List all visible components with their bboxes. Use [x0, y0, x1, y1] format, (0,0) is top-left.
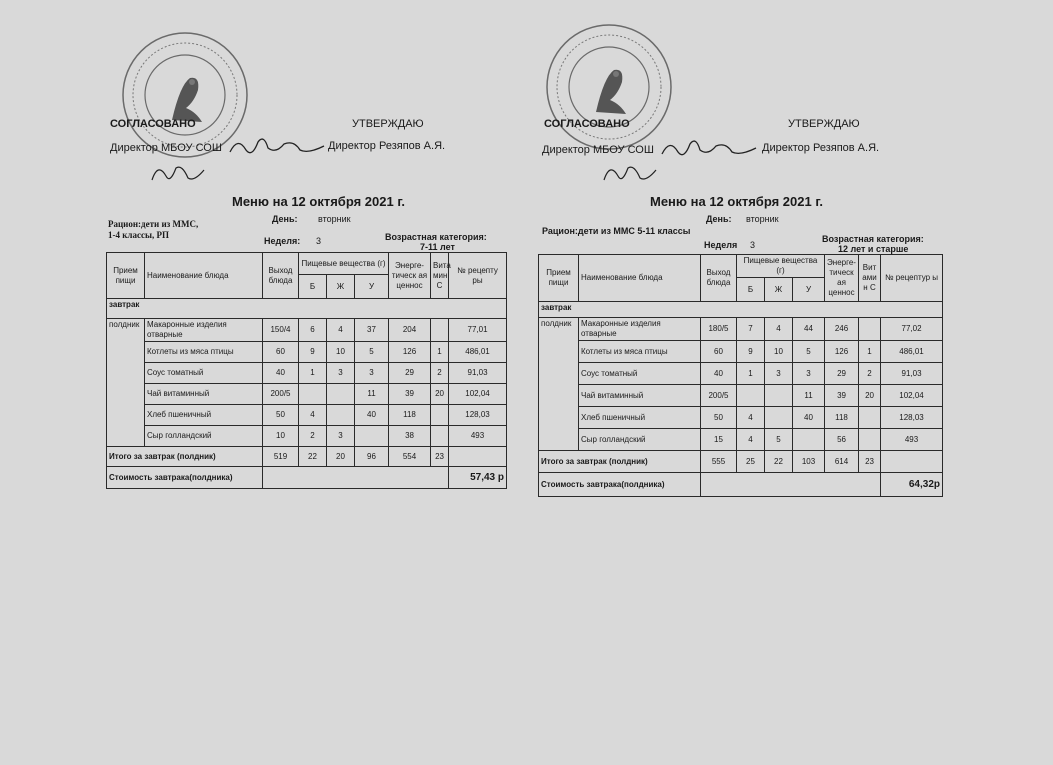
- cost-label: Стоимость завтрака(полдника): [107, 467, 263, 489]
- age-category-value: 7-11 лет: [420, 242, 455, 252]
- dish-output: 150/4: [263, 319, 299, 342]
- ration-line-1: Рацион:дети из МMC,: [108, 219, 199, 229]
- approved-label: СОГЛАСОВАНО: [544, 118, 630, 130]
- dish-recipe: 128,03: [881, 407, 943, 429]
- signature: [228, 132, 328, 160]
- dish-name: Соус томатный: [145, 363, 263, 384]
- dish-output: 50: [263, 405, 299, 426]
- table-row: [539, 385, 943, 407]
- total-u: 103: [793, 451, 825, 473]
- col-vitamin-header: Вита мин С: [431, 253, 449, 299]
- dish-output: 10: [263, 426, 299, 447]
- total-row: [539, 451, 943, 473]
- col-meal-header: Прием пищи: [539, 255, 579, 302]
- dish-output: 180/5: [701, 318, 737, 341]
- dish-output: 50: [701, 407, 737, 429]
- dish-name: Макаронные изделия отварные: [579, 318, 701, 341]
- director-left-label: Директор МБОУ СОШ: [542, 144, 654, 156]
- dish-energy: 38: [389, 426, 431, 447]
- total-b: 25: [737, 451, 765, 473]
- table-row: [107, 363, 507, 384]
- table-row: [539, 363, 943, 385]
- col-u-header: У: [355, 275, 389, 299]
- dish-u: 40: [793, 407, 825, 429]
- total-label: Итого за завтрак (полдник): [539, 451, 701, 473]
- dish-energy: 39: [389, 384, 431, 405]
- menu-page-right: [526, 0, 1053, 765]
- dish-recipe: 102,04: [449, 384, 507, 405]
- meal-name: завтрак: [539, 302, 943, 318]
- table-row: [107, 384, 507, 405]
- dish-u: 5: [355, 342, 389, 363]
- col-b-header: Б: [299, 275, 327, 299]
- dish-zh: 10: [327, 342, 355, 363]
- dish-recipe: 91,03: [449, 363, 507, 384]
- total-vitamin: 23: [859, 451, 881, 473]
- dish-output: 15: [701, 429, 737, 451]
- age-category-label: Возрастная категория:: [385, 232, 487, 242]
- cost-value: 64,32р: [881, 473, 943, 497]
- col-nutrients-header: Пищевые вещества (г): [299, 253, 389, 275]
- col-dish-header: Наименование блюда: [579, 255, 701, 302]
- dish-recipe: 493: [881, 429, 943, 451]
- dish-vitamin: [859, 429, 881, 451]
- dish-energy: 118: [389, 405, 431, 426]
- dish-b: 7: [737, 318, 765, 341]
- total-energy: 554: [389, 447, 431, 467]
- director-right-label: Директор Резяпов А.Я.: [762, 142, 880, 154]
- col-zh-header: Ж: [765, 278, 793, 302]
- cost-row: [539, 473, 943, 497]
- meal-sub: полдник: [539, 318, 579, 451]
- signature: [660, 134, 760, 162]
- dish-b: 1: [299, 363, 327, 384]
- table-row: [539, 429, 943, 451]
- dish-b: [737, 385, 765, 407]
- dish-zh: 4: [327, 319, 355, 342]
- age-category-label: Возрастная категория:: [822, 234, 924, 244]
- dish-zh: 10: [765, 341, 793, 363]
- school-seal: [544, 22, 674, 152]
- dish-b: 2: [299, 426, 327, 447]
- col-vitamin-header: Вит ами н С: [859, 255, 881, 302]
- col-output-header: Выход блюда: [263, 253, 299, 299]
- dish-output: 60: [701, 341, 737, 363]
- dish-output: 40: [701, 363, 737, 385]
- table-row: [539, 341, 943, 363]
- dish-zh: [327, 384, 355, 405]
- col-energy-header: Энерге-тическ ая ценнос: [825, 255, 859, 302]
- dish-vitamin: 1: [859, 341, 881, 363]
- menu-title: Меню на 12 октября 2021 г.: [650, 194, 824, 209]
- col-nutrients-header: Пищевые вещества (г): [737, 255, 825, 278]
- dish-energy: 126: [389, 342, 431, 363]
- dish-zh: 3: [327, 363, 355, 384]
- dish-zh: [765, 385, 793, 407]
- dish-energy: 39: [825, 385, 859, 407]
- menu-title: Меню на 12 октября 2021 г.: [232, 194, 406, 209]
- dish-u: [355, 426, 389, 447]
- director-right-label: Директор Резяпов А.Я.: [328, 140, 446, 152]
- total-energy: 614: [825, 451, 859, 473]
- dish-recipe: 486,01: [881, 341, 943, 363]
- col-b-header: Б: [737, 278, 765, 302]
- dish-recipe: 77,01: [449, 319, 507, 342]
- dish-name: Сыр голландский: [145, 426, 263, 447]
- dish-b: 4: [299, 405, 327, 426]
- approved-label: СОГЛАСОВАНО: [110, 118, 196, 130]
- dish-name: Котлеты из мяса птицы: [145, 342, 263, 363]
- dish-energy: 126: [825, 341, 859, 363]
- dish-output: 200/5: [701, 385, 737, 407]
- dish-name: Чай витаминный: [579, 385, 701, 407]
- dish-vitamin: 20: [859, 385, 881, 407]
- dish-b: 1: [737, 363, 765, 385]
- dish-zh: 3: [765, 363, 793, 385]
- total-output: 519: [263, 447, 299, 467]
- approve-label: УТВЕРЖДАЮ: [352, 118, 424, 130]
- dish-recipe: 493: [449, 426, 507, 447]
- dish-vitamin: [859, 407, 881, 429]
- dish-name: Чай витаминный: [145, 384, 263, 405]
- total-vitamin: 23: [431, 447, 449, 467]
- dish-u: 37: [355, 319, 389, 342]
- dish-u: 11: [793, 385, 825, 407]
- ration-line-2: 1-4 классы, РП: [108, 230, 169, 240]
- dish-vitamin: [431, 319, 449, 342]
- dish-recipe: 128,03: [449, 405, 507, 426]
- dish-vitamin: 2: [859, 363, 881, 385]
- menu-table: [538, 254, 943, 497]
- table-row: [107, 319, 507, 342]
- dish-u: 44: [793, 318, 825, 341]
- table-row: [539, 318, 943, 341]
- dish-zh: 5: [765, 429, 793, 451]
- menu-page-left: [0, 0, 526, 765]
- col-recipe-header: № рецептур ы: [881, 255, 943, 302]
- dish-energy: 29: [825, 363, 859, 385]
- dish-energy: 204: [389, 319, 431, 342]
- dish-zh: 4: [765, 318, 793, 341]
- dish-recipe: 91,03: [881, 363, 943, 385]
- meal-sub: полдник: [107, 319, 145, 447]
- week-value: 3: [316, 236, 322, 246]
- dish-recipe: 486,01: [449, 342, 507, 363]
- dish-u: 11: [355, 384, 389, 405]
- table-row: [107, 426, 507, 447]
- dish-output: 200/5: [263, 384, 299, 405]
- week-value: 3: [750, 240, 756, 250]
- total-zh: 22: [765, 451, 793, 473]
- dish-b: 9: [737, 341, 765, 363]
- dish-recipe: 77,02: [881, 318, 943, 341]
- col-zh-header: Ж: [327, 275, 355, 299]
- dish-u: 3: [793, 363, 825, 385]
- dish-b: 9: [299, 342, 327, 363]
- total-b: 22: [299, 447, 327, 467]
- total-output: 555: [701, 451, 737, 473]
- meal-name: завтрак: [107, 299, 507, 319]
- day-value: вторник: [318, 214, 351, 224]
- dish-vitamin: 1: [431, 342, 449, 363]
- dish-b: [299, 384, 327, 405]
- dish-name: Сыр голландский: [579, 429, 701, 451]
- col-meal-header: Прием пищи: [107, 253, 145, 299]
- week-label: Неделя:: [264, 236, 301, 246]
- dish-u: 5: [793, 341, 825, 363]
- total-label: Итого за завтрак (полдник): [107, 447, 263, 467]
- dish-vitamin: [859, 318, 881, 341]
- dish-vitamin: [431, 426, 449, 447]
- menu-table: [106, 252, 507, 489]
- dish-name: Хлеб пшеничный: [579, 407, 701, 429]
- director-left-label: Директор МБОУ СОШ: [110, 142, 222, 154]
- day-label: День:: [706, 214, 732, 224]
- dish-b: 4: [737, 407, 765, 429]
- table-row: [539, 407, 943, 429]
- dish-name: Хлеб пшеничный: [145, 405, 263, 426]
- dish-energy: 246: [825, 318, 859, 341]
- dish-energy: 56: [825, 429, 859, 451]
- cost-label: Стоимость завтрака(полдника): [539, 473, 701, 497]
- dish-b: 4: [737, 429, 765, 451]
- ration-line-1: Рацион:дети из МMC 5-11 классы: [542, 226, 691, 236]
- table-row: [107, 342, 507, 363]
- col-energy-header: Энерге-тическ ая ценнос: [389, 253, 431, 299]
- col-output-header: Выход блюда: [701, 255, 737, 302]
- col-u-header: У: [793, 278, 825, 302]
- dish-u: [793, 429, 825, 451]
- dish-name: Макаронные изделия отварные: [145, 319, 263, 342]
- cost-value: 57,43 р: [449, 467, 507, 489]
- dish-u: 40: [355, 405, 389, 426]
- col-dish-header: Наименование блюда: [145, 253, 263, 299]
- total-zh: 20: [327, 447, 355, 467]
- dish-energy: 29: [389, 363, 431, 384]
- dish-b: 6: [299, 319, 327, 342]
- dish-vitamin: [431, 405, 449, 426]
- day-value: вторник: [746, 214, 779, 224]
- dish-zh: 3: [327, 426, 355, 447]
- cost-row: [107, 467, 507, 489]
- week-label: Неделя: [704, 240, 738, 250]
- table-row: [107, 405, 507, 426]
- total-u: 96: [355, 447, 389, 467]
- total-row: [107, 447, 507, 467]
- dish-output: 40: [263, 363, 299, 384]
- dish-zh: [327, 405, 355, 426]
- dish-vitamin: 20: [431, 384, 449, 405]
- dish-name: Соус томатный: [579, 363, 701, 385]
- dish-output: 60: [263, 342, 299, 363]
- signature-initials: [600, 160, 660, 186]
- day-label: День:: [272, 214, 298, 224]
- signature-initials: [148, 160, 208, 186]
- dish-vitamin: 2: [431, 363, 449, 384]
- age-category-value: 12 лет и старше: [838, 244, 909, 254]
- dish-name: Котлеты из мяса птицы: [579, 341, 701, 363]
- dish-u: 3: [355, 363, 389, 384]
- col-recipe-header: № рецепту ры: [449, 253, 507, 299]
- dish-energy: 118: [825, 407, 859, 429]
- approve-label: УТВЕРЖДАЮ: [788, 118, 860, 130]
- dish-recipe: 102,04: [881, 385, 943, 407]
- dish-zh: [765, 407, 793, 429]
